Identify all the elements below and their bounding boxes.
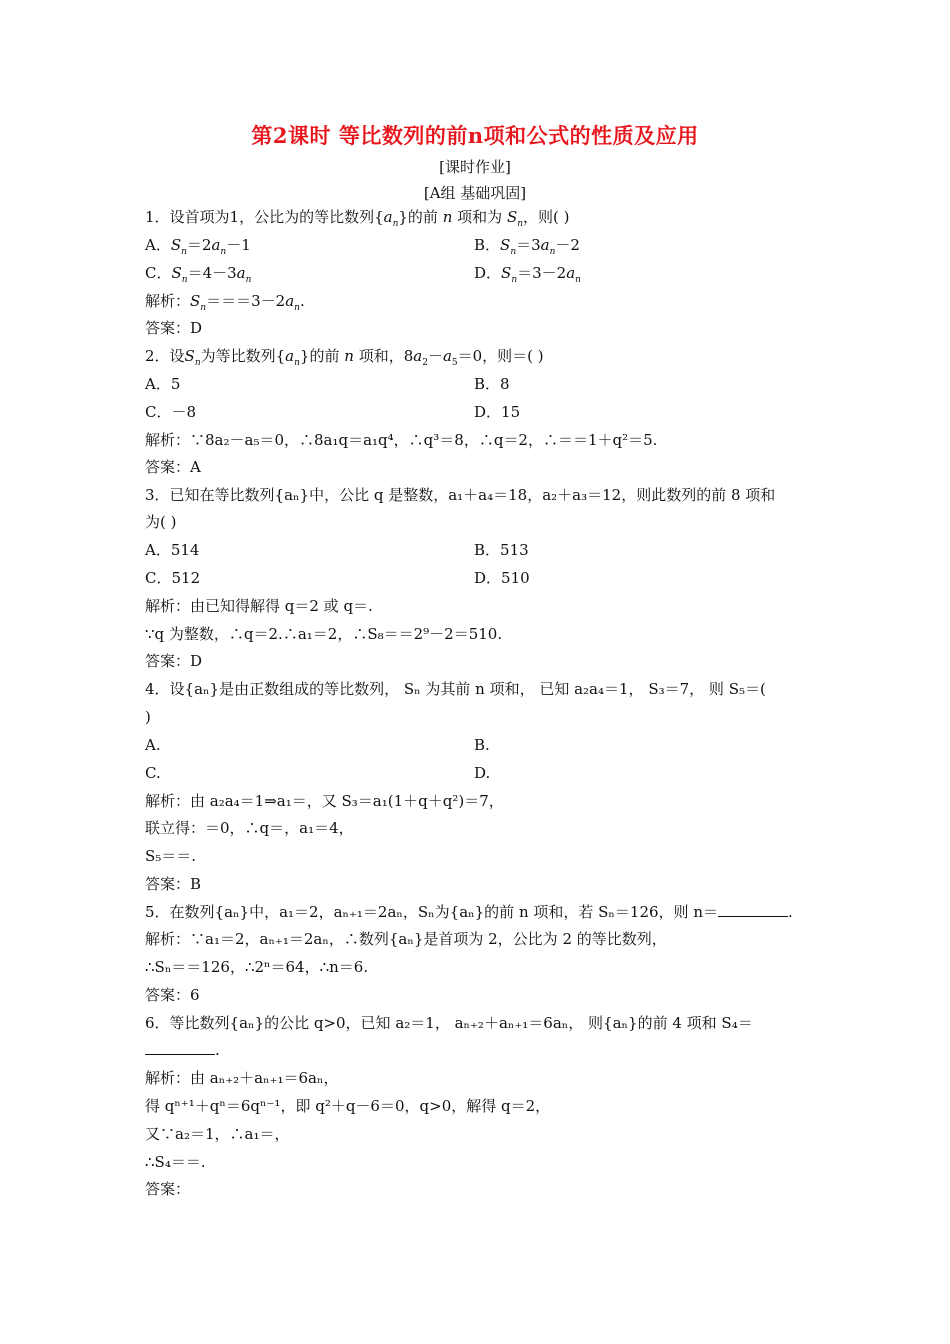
q1-option-a: A．$S_n=2a_n-1$	[145, 236, 251, 257]
q2-answer: 答案：A	[145, 458, 201, 476]
q2-analysis: 解析：∵8a₂－a₅＝0，∴8a₁q＝a₁q⁴，∴q³＝8，∴q＝2，∴＝＝1＋q²＝5.	[145, 431, 658, 449]
q6-analysis-line3: 又∵a₂＝1，∴a₁＝，	[145, 1125, 290, 1143]
q3-answer: 答案：D	[145, 652, 203, 670]
q4-analysis-line2: 联立得：＝0，∴q＝，a₁＝4，	[145, 819, 354, 837]
subtitle: [课时作业]	[439, 158, 511, 176]
q2-stem: 2．设$S_n$为等比数列$\{a_n\}$的前 n 项和，$8a_2-a_5=0$，则＝( )	[145, 347, 544, 368]
q2-option-d: D．15	[474, 403, 521, 421]
page-title: 第2课时 等比数列的前n项和公式的性质及应用	[251, 123, 699, 148]
section-heading: [A组 基础巩固]	[423, 184, 527, 202]
q4-answer: 答案：B	[145, 875, 202, 893]
q2-option-a: A．5	[145, 375, 181, 393]
q3-option-a: A．514	[145, 541, 200, 559]
q2-option-c: C．－8	[145, 403, 197, 421]
q4-option-b: B.	[474, 736, 490, 754]
q6-analysis-line1: 解析：由 aₙ₊₂＋aₙ₊₁＝6aₙ，	[145, 1069, 339, 1087]
q1-option-c: C．$S_n=4-3a_n$	[145, 264, 252, 285]
q4-analysis-line3: S₅＝＝.	[145, 847, 197, 865]
q6-answer: 答案：	[145, 1180, 191, 1198]
q5-stem: 5．在数列{aₙ}中，a₁＝2，aₙ₊₁＝2aₙ，Sₙ为{aₙ}的前 n 项和，若 Sₙ＝126，则 n＝ .	[145, 903, 793, 921]
q4-stem-line2: )	[145, 708, 151, 726]
q5-analysis-line2: ∴Sₙ＝＝126，∴2ⁿ＝64，∴n＝6.	[145, 958, 369, 976]
q3-option-b: B．513	[474, 541, 529, 559]
q6-answer-blank[interactable]	[145, 1040, 215, 1055]
q6-analysis-line2: 得 qⁿ⁺¹＋qⁿ＝6qⁿ⁻¹，即 q²＋q－6＝0，q>0，解得 q＝2，	[145, 1097, 551, 1115]
q6-stem-line2: .	[145, 1040, 810, 1060]
q3-option-c: C．512	[145, 569, 201, 587]
q3-analysis-line2: ∵q 为整数，∴q＝2.∴a₁＝2，∴S₈＝＝2⁹－2＝510.	[145, 625, 503, 643]
q3-analysis-line1: 解析：由已知得解得 q＝2 或 q＝.	[145, 597, 373, 615]
q1-answer: 答案：D	[145, 319, 203, 337]
q6-analysis-line4: ∴S₄＝＝.	[145, 1153, 206, 1171]
q1-stem: 1．设首项为1，公比为的等比数列$\{a_n\}$的前 n 项和为 $S_n$，则( )	[145, 208, 570, 229]
q5-answer-blank[interactable]	[718, 902, 788, 917]
q1-analysis: 解析：$S_n===3-2a_n$.	[145, 292, 305, 313]
q4-analysis-line1: 解析：由 a₂a₄＝1⇒a₁＝，又 S₃＝a₁(1＋q＋q²)＝7，	[145, 792, 504, 810]
q1-option-d: D．$S_n=3-2a_n$	[474, 264, 581, 285]
q4-stem-line1: 4．设{aₙ}是由正数组成的等比数列， Sₙ 为其前 n 项和， 已知 a₂a₄＝1， S₃＝7， 则 S₅＝(	[145, 680, 766, 698]
q5-analysis-line1: 解析：∵a₁＝2，aₙ₊₁＝2aₙ，∴数列{aₙ}是首项为 2，公比为 2 的等比数列，	[145, 930, 667, 948]
q6-stem-line1: 6．等比数列{aₙ}的公比 q>0，已知 a₂＝1， aₙ₊₂＋aₙ₊₁＝6aₙ， 则{aₙ}的前 4 项和 S₄＝	[145, 1014, 753, 1032]
q3-stem-line2: 为( )	[145, 513, 177, 531]
q1-option-b: B．$S_n=3a_n-2$	[474, 236, 580, 257]
q4-option-d: D.	[474, 764, 491, 782]
q4-option-a: A.	[145, 736, 161, 754]
q5-answer: 答案：6	[145, 986, 200, 1004]
q3-option-d: D．510	[474, 569, 530, 587]
q3-stem-line1: 3．已知在等比数列{aₙ}中，公比 q 是整数，a₁＋a₄＝18，a₂＋a₃＝12，则此数列的前 8 项和	[145, 486, 776, 504]
q4-option-c: C.	[145, 764, 161, 782]
q2-option-b: B．8	[474, 375, 510, 393]
